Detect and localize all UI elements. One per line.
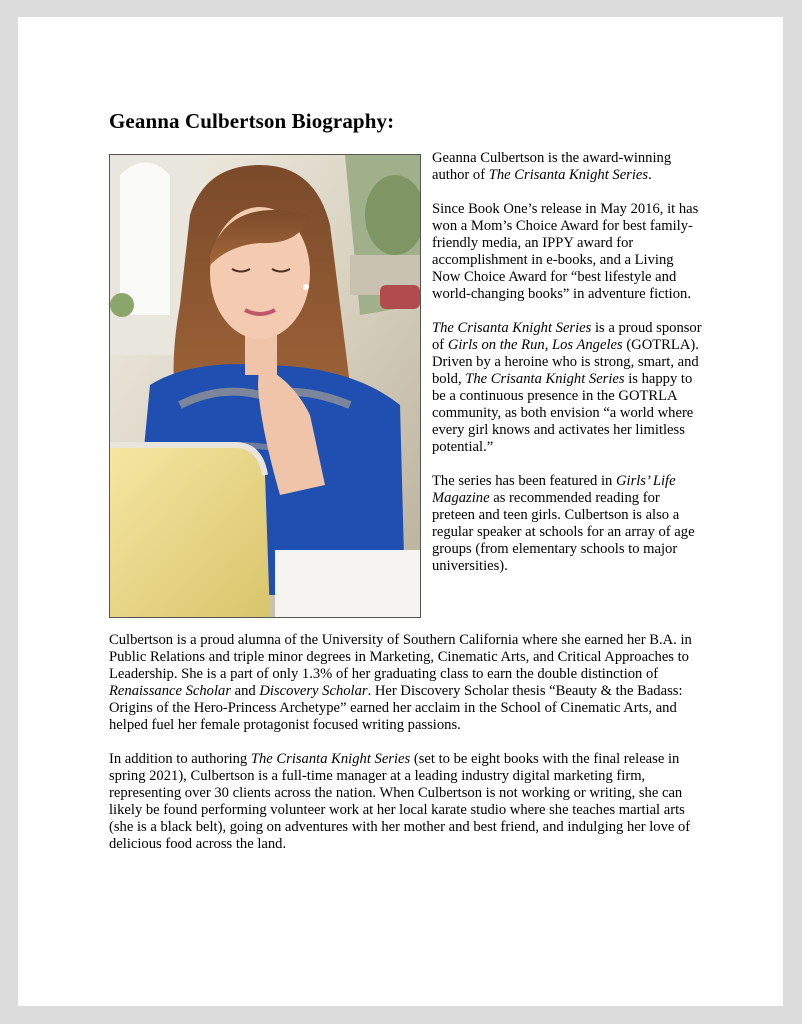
text-run: In addition to authoring: [109, 751, 251, 767]
bio-paragraph: [109, 632, 709, 734]
italic-title-text: Discovery Scholar: [259, 683, 368, 699]
text-run: .: [648, 167, 652, 183]
italic-title-text: Renaissance Scholar: [109, 683, 231, 699]
text-run: The series has been featured in: [432, 473, 616, 489]
italic-title-text: Girls’ Life Magazine: [432, 473, 676, 506]
text-run: as recommended reading for preteen and teen girls. Culbertson is also a regular speaker at schools for an array of age groups (from elementary schools to major universities).: [432, 490, 695, 574]
bio-paragraph: [109, 751, 709, 853]
full-width-text: [109, 632, 709, 870]
document-page: [18, 17, 783, 1006]
author-photo: [109, 154, 421, 618]
text-run: (set to be eight books with the final release in spring 2021), Culbertson is a full-time manager at a leading industry digital marketing firm, representing over 30 clients across the nation. When Culbertson is not working or writing, she can likely be found performing volunteer work at her local karate studio where she teaches martial arts (she is a black belt), going on adventures with her mother and best friend, and indulging her love of delicious food across the land.: [109, 751, 691, 852]
text-run: is happy to be a continuous presence in the GOTRLA community, as both envision “a world where every girl knows and activates her limitless potential.”: [432, 371, 694, 455]
page-title: Geanna Culbertson Biography:: [109, 109, 395, 133]
bio-paragraph: [432, 201, 704, 303]
italic-title-text: Girls on the Run, Los Angeles: [447, 337, 623, 353]
italic-title-text: The Crisanta Knight Series: [465, 371, 625, 387]
italic-title-text: The Crisanta Knight Series: [250, 751, 411, 767]
text-run: Culbertson is a proud alumna of the University of Southern California where she earned her B.A. in Public Relations and triple minor degrees in Marketing, Cinematic Arts, and Critical Approaches to Leadership. She is a part of only 1.3% of her graduating class to earn the double distinction of: [109, 632, 692, 682]
text-run: . Her Discovery Scholar thesis “Beauty & the Badass: Origins of the Hero-Princess Archetype” earned her acclaim in the School of Cinematic Arts, and helped fuel her female protagonist focused writing passions.: [109, 683, 683, 733]
bio-paragraph: [432, 473, 704, 575]
text-run: Since Book One’s release in May 2016, it has won a Mom’s Choice Award for best family-friendly media, an IPPY award for accomplishment in e-books, and a Living Now Choice Award for “best lifestyle and world-changing books” in adventure fiction.: [432, 201, 699, 302]
italic-title-text: The Crisanta Knight Series: [432, 320, 592, 336]
bio-paragraph: [432, 320, 704, 456]
bio-paragraph: [432, 150, 704, 184]
text-run: (GOTRLA). Driven by a heroine who is strong, smart, and bold,: [432, 337, 699, 387]
italic-title-text: The Crisanta Knight Series: [488, 167, 649, 183]
text-run: and: [231, 683, 260, 699]
text-run: is a proud sponsor of: [432, 320, 702, 353]
text-run: Geanna Culbertson is the award-winning author of: [432, 150, 672, 183]
author-portrait-icon: [110, 155, 420, 617]
side-text-column: [432, 150, 704, 592]
